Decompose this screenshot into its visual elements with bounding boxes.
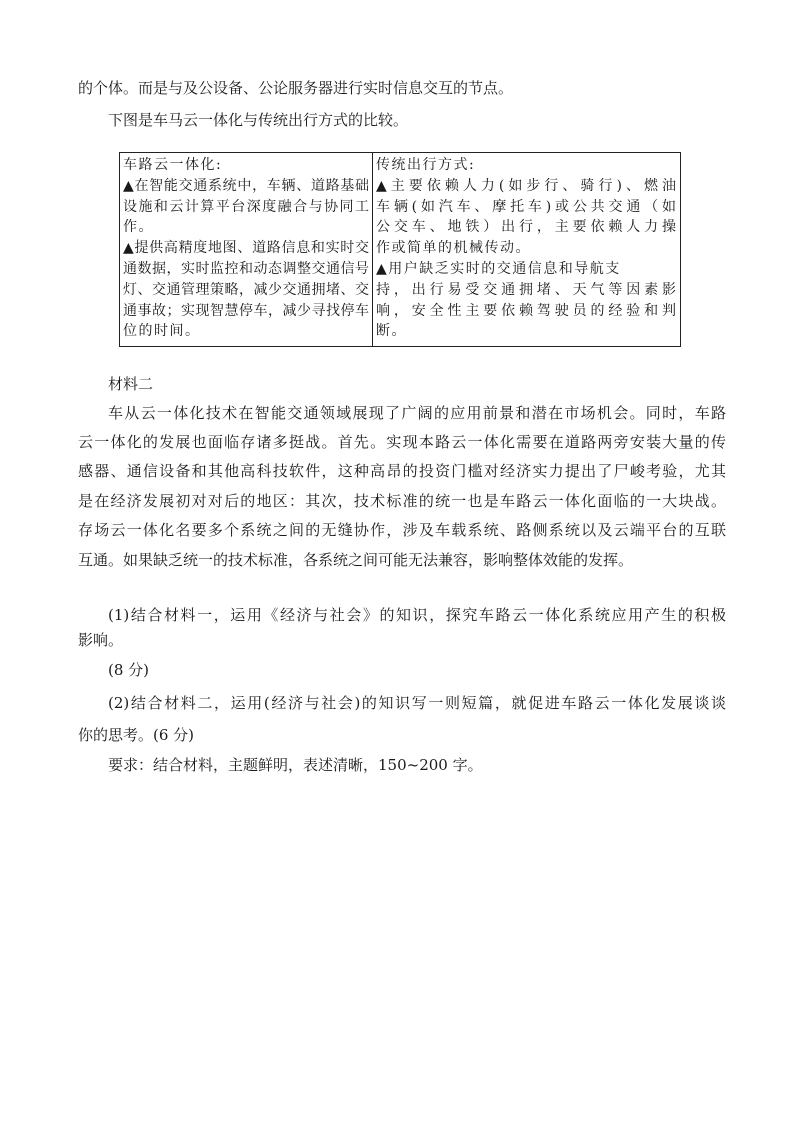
table-line: 持，出行易受交通拥堵、天气等因素影 <box>376 281 676 298</box>
table-line: 通事故；实现智慧停车，减少寻找停车 <box>123 302 369 319</box>
question-1-line: 影响。 <box>78 631 124 649</box>
table-line: ▲主要依赖人力(如步行、骑行)、燃油 <box>376 177 676 194</box>
table-cell-header: 传统出行方式: <box>376 157 476 173</box>
material2-line: 互通。如果缺乏统一的技术标准，各系统之间可能无法兼容，影响整体效能的发挥。 <box>78 551 634 569</box>
question-2-line: 你的思考。(6 分) <box>78 726 195 744</box>
requirement-text: 要求：结合材料，主题鲜明，表述清晰，150~200 字。 <box>108 756 483 774</box>
material2-line: 存场云一体化名要多个系统之间的无缝协作，涉及车载系统、路侧系统以及云端平台的互联 <box>78 521 726 539</box>
table-line: 位的时间。 <box>123 323 201 340</box>
material2-line: 车从云一体化技术在智能交通领域展现了广阔的应用前景和潜在市场机会。同时，车路 <box>108 404 726 422</box>
intro-line-2: 下图是车马云一体化与传统出行方式的比较。 <box>108 111 409 129</box>
table-line: 灯、交通管理策略，减少交通拥堵、交 <box>123 281 369 298</box>
table-line: 作。 <box>123 219 154 236</box>
table-line: ▲提供高精度地图、道路信息和实时交 <box>123 240 369 257</box>
table-line: 通数据，实时监控和动态调整交通信号 <box>123 260 369 277</box>
question-1-score: (8 分) <box>108 661 150 679</box>
table-line: 断。 <box>376 323 407 340</box>
table-column-traditional <box>373 153 679 346</box>
material2-line: 云一体化的发展也面临存诸多挺战。首先。实现本路云一体化需要在道路两旁安装大量的传 <box>78 433 726 451</box>
material2-line: 是在经济发展初对对后的地区：其次，技术标准的统一也是车路云一体化面临的一大块战。 <box>78 492 726 510</box>
material2-line: 感器、通信设备和其他高科技软件，这种高昂的投资门槛对经济实力提出了尸峻考验，尤其 <box>78 462 726 480</box>
comparison-table <box>119 152 681 347</box>
table-line: 车辆(如汽车、摩托车)或公共交通（如 <box>376 198 676 215</box>
material2-heading: 材料二 <box>108 375 154 393</box>
table-line: ▲用户缺乏实时的交通信息和导航支 <box>376 260 621 277</box>
question-1-line: (1)结合材料一，运用《经济与社会》的知识，探究车路云一体化系统应用产生的积极 <box>108 606 726 624</box>
table-line: 响，安全性主要依赖驾驶员的经验和判 <box>376 302 676 319</box>
table-line: ▲在智能交通系统中，车辆、道路基础 <box>123 177 369 194</box>
intro-line-1: 的个体。而是与及公设备、公论服务器进行实时信息交互的节点。 <box>78 79 514 97</box>
table-line: 作或简单的机械传动。 <box>376 240 531 257</box>
table-column-vehicle-road-cloud <box>120 153 373 346</box>
table-line: 设施和云计算平台深度融合与协同工 <box>123 198 369 215</box>
question-2-line: (2)结合材料二，运用(经济与社会)的知识写一则短篇，就促进车路云一体化发展谈谈 <box>108 694 726 712</box>
table-line: 公交车、地铁）出行，主要依赖人力操 <box>376 219 676 236</box>
table-cell-header: 车路云一体化: <box>123 157 223 173</box>
